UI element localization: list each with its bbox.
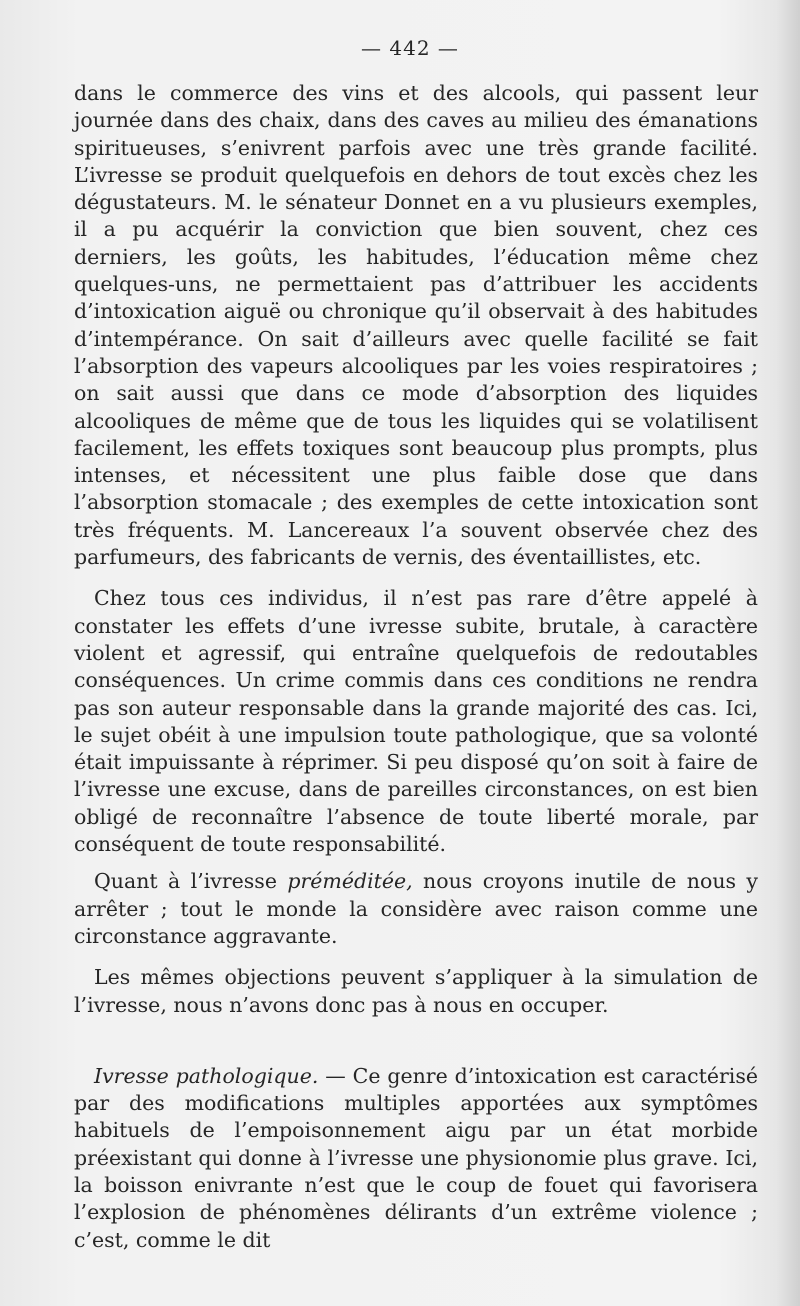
paragraph-3-emphasis: préméditée, [287, 869, 413, 894]
paragraph-5 [74, 1063, 758, 1254]
paragraph-5-text: — Ce genre d’intoxication est caractérisé par des modifications multiples apportées aux symptômes habituels de l’empoisonnement aigu par un état morbide préexistant qui donne à l’ivresse une physionomie plus grave. Ici, la boisson enivrante n’est que le coup de fouet qui favorisera l’explosion de phénomènes délirants d’un extrême violence ; c’est, comme le dit [74, 1063, 758, 1252]
paragraph-3-prefix: Quant à l’ivresse [94, 869, 288, 894]
paragraph-3-suffix: nous croyons inutile de nous y arrêter ; tout le monde la considère avec raison comme une circonstance aggravante. [74, 869, 759, 948]
paragraph-1: dans le commerce des vins et des alcools, qui passent leur journée dans des chaix, dans des caves au milieu des émanations spiritueuses, s’enivrent parfois avec une très grande facilité. L’ivresse se produit quelquefois en dehors de tout excès chez les dégustateurs. M. le sénateur Donnet en a vu plusieurs exemples, il a pu acquérir la conviction que bien souvent, chez ces derniers, les goûts, les habitudes, l’éducation même chez quelques-uns, ne permettaient pas d’attribuer les accidents d’intoxication aiguë ou chronique qu’il observait à des habitudes d’intempérance. On sait d’ailleurs avec quelle facilité se fait l’absorption des vapeurs alcooliques par les voies respiratoires ; on sait aussi que dans ce mode d’absorption des liquides alcooliques de même que de tous les liquides qui se volatilisent facilement, les effets toxiques sont beaucoup plus prompts, plus intenses, et nécessitent une plus faible dose que dans l’absorption stomacale ; des exemples de cette intoxication sont très fréquents. M. Lancereaux l’a souvent observée chez des parfumeurs, des fabricants de vernis, des éventaillistes, etc. [74, 81, 758, 570]
page-body [74, 80, 758, 1254]
paragraph-3 [74, 868, 758, 950]
paragraph-2: Chez tous ces individus, il n’est pas rare d’être appelé à constater les effets d’une ivresse subite, brutale, à caractère violent et agressif, qui entraîne quelquefois de redoutables conséquences. Un crime commis dans ces conditions ne rendra pas son auteur responsable dans la grande majorité des cas. Ici, le sujet obéit à une impulsion toute pathologique, que sa volonté était impuissante à réprimer. Si peu disposé qu’on soit à faire de l’ivresse une excuse, dans de pareilles circonstances, on est bien obligé de reconnaître l’absence de toute liberté morale, par conséquent de toute responsabilité. [74, 586, 758, 857]
page-number: — 442 — [361, 36, 459, 60]
section-heading: Ivresse pathologique. [94, 1063, 319, 1088]
paragraph-4: Les mêmes objections peuvent s’appliquer à la simulation de l’ivresse, nous n’avons donc pas à nous en occuper. [74, 965, 758, 1017]
